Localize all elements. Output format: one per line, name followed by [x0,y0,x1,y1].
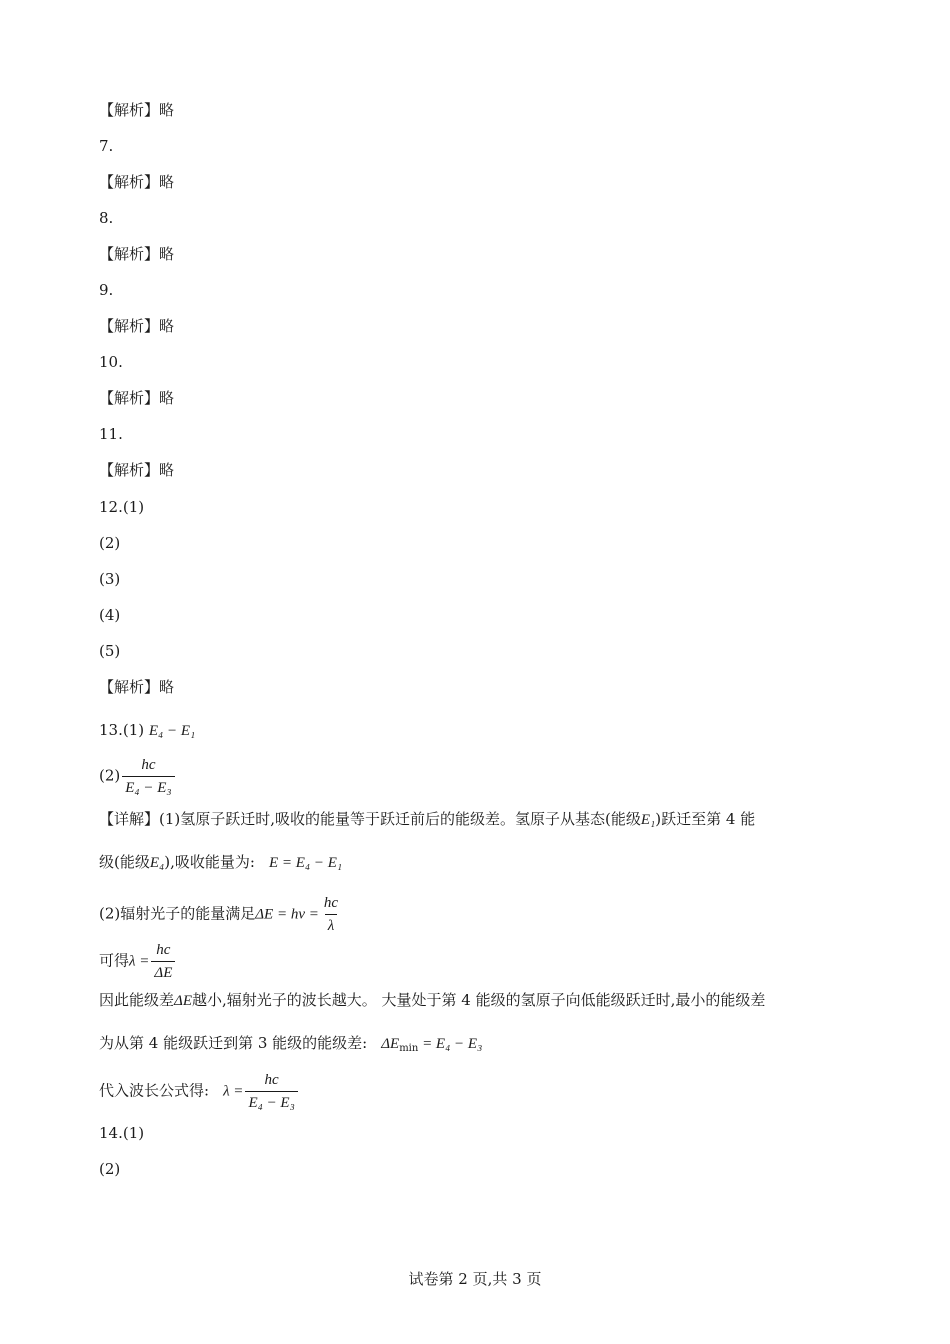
fraction-numerator: hc [156,942,171,958]
sub-part: (5) [99,642,121,660]
detail-line-6 [99,1033,482,1054]
sub-part: (2) [99,1160,121,1178]
fraction [321,893,341,936]
math-variable: E₄ [149,855,165,871]
detail-text: 级(能级 [99,853,150,871]
analysis-line: 【解析】略 [99,461,175,479]
page-footer: 试卷第 2 页,共 3 页 [408,1270,542,1288]
sub-part: (2) [99,534,121,552]
math-subscript: min [399,1043,419,1054]
math-expression: λ = [129,953,150,970]
fraction-numerator: hc [323,895,339,911]
analysis-line: 【解析】略 [99,245,175,263]
q13-part1 [99,720,195,741]
math-expression: ΔE = hν = [255,906,319,923]
question-number: 9. [99,281,114,299]
fraction-numerator: hc [141,757,156,773]
fraction [245,1070,297,1113]
analysis-line: 【解析】略 [99,389,175,407]
question-number: 7. [99,137,114,155]
fraction-denominator: E₄ − E₃ [122,776,174,798]
detail-line-3 [99,893,343,936]
math-variable: ΔE [174,993,192,1009]
detail-text: ),吸收能量为: [164,853,255,871]
fraction-denominator: λ [325,914,338,936]
detail-line-1 [99,809,755,830]
question-number: 14.(1) [99,1124,145,1142]
analysis-line: 【解析】略 [99,173,175,191]
detail-text: )跃迁至第 4 能 [655,810,756,828]
fraction-denominator: E₄ − E₃ [245,1091,297,1113]
fraction-numerator: hc [264,1072,279,1088]
detail-text: 为从第 4 能级跃迁到第 3 能级的能级差: [99,1034,368,1052]
sub-part: (4) [99,606,121,624]
q13-part2 [99,755,177,798]
fraction [122,755,174,798]
sub-part: (2) [99,766,121,785]
detail-text: 代入波长公式得: [99,1081,210,1100]
detail-text: 可得 [99,951,130,970]
question-number: 12.(1) [99,498,145,516]
analysis-line: 【解析】略 [99,317,175,335]
detail-text: (2)辐射光子的能量满足 [99,904,256,923]
math-variable: E₁ [640,812,656,828]
detail-text: 【详解】(1)氢原子跃迁时,吸收的能量等于跃迁前后的能级差。氢原子从基态(能级 [99,810,641,828]
detail-line-5 [99,990,765,1011]
analysis-line: 【解析】略 [99,101,175,119]
question-number: 11. [99,425,123,443]
fraction-denominator: ΔE [151,961,175,983]
question-number: 8. [99,209,114,227]
question-number: 10. [99,353,123,371]
detail-line-7 [99,1070,300,1113]
detail-text: 因此能级差 [99,991,175,1009]
math-expression: E₄ − E₁ [148,723,196,739]
detail-text: 越小,辐射光子的波长越大。 大量处于第 4 能级的氢原子向低能级跃迁时,最小的能级差 [191,991,766,1009]
math-expression: λ = [223,1083,244,1100]
detail-line-4 [99,940,177,983]
fraction [151,940,175,983]
math-expression: E = E₄ − E₁ [268,855,343,871]
detail-line-2 [99,852,342,873]
analysis-line: 【解析】略 [99,678,175,696]
sub-part: (3) [99,570,121,588]
math-expression: ΔE [381,1036,400,1052]
math-expression: = E₄ − E₃ [418,1036,483,1052]
question-number: 13.(1) [99,721,145,739]
